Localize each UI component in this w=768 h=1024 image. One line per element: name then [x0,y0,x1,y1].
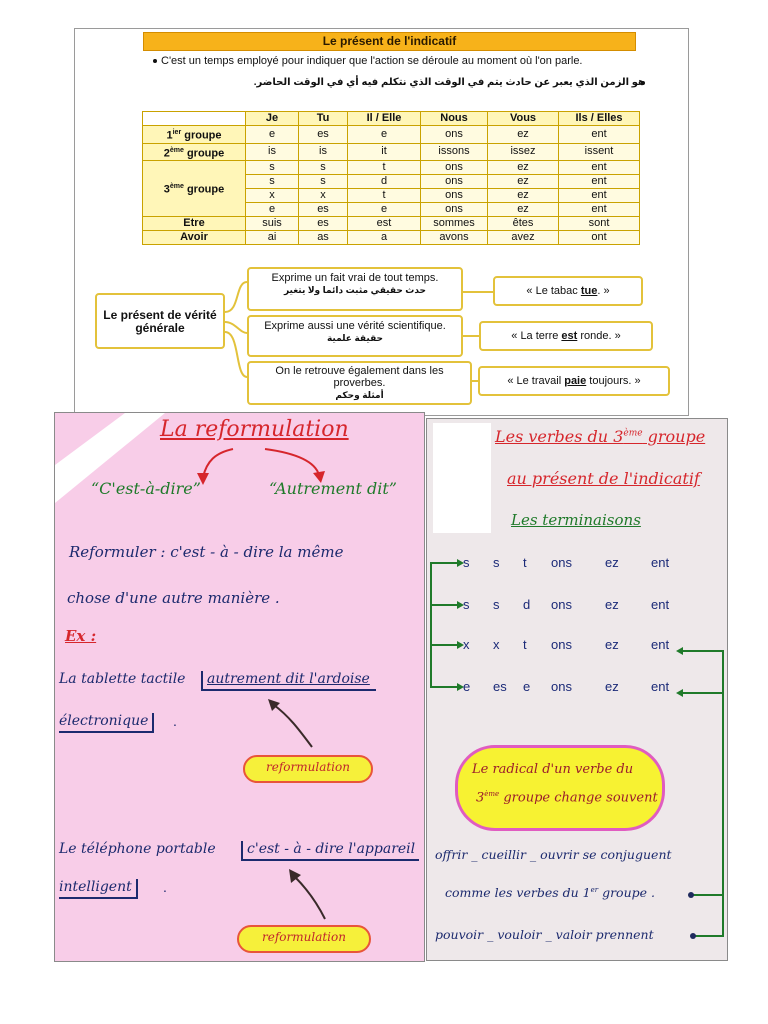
sentence-2-subject: Le téléphone portable [59,841,216,857]
sentence-2-reformulation: c'est - à - dire l'appareil [241,841,419,861]
table-cell: ont [559,231,640,245]
table-cell: is [246,143,299,161]
table-cell: est [348,217,421,231]
title-line-2: au présent de l'indicatif [507,469,700,488]
table-cell: avez [488,231,559,245]
table-cell: s [299,161,348,175]
definition-arabic: هو الزمن الذي يعبر عن حادث يتم في الوقت الذي نتكلم فيه أي في الوقت الحاضر. [253,77,645,88]
note-line-1: offrir _ cueillir _ ouvrir se conjuguent [435,847,672,862]
diagram-center: Le présent de vérité générale [95,293,225,349]
table-cell: s [299,175,348,189]
table-cell: ez [488,161,559,175]
definition-line-1: Reformuler : c'est - à - dire la même [69,543,344,561]
table-header: Ils / Elles [559,112,640,126]
table-cell: suis [246,217,299,231]
group-label: 2ème groupe [143,143,246,161]
section-title: La reformulation [160,417,349,442]
arrow-up-1 [260,695,320,751]
sentence-2-end: intelligent [59,879,138,899]
table-header: Vous [488,112,559,126]
table-cell: êtes [488,217,559,231]
table-cell: ons [421,126,488,144]
table-cell: e [246,203,299,217]
quote-cest-a-dire: “C'est-à-dire” [91,479,201,498]
reformulation-bubble-1: reformulation [243,755,373,783]
table-cell: ons [421,161,488,175]
period: . [163,879,167,895]
definition-line-2: chose d'une autre manière . [67,589,280,607]
example-label: Ex : [65,627,97,645]
table-cell: e [348,203,421,217]
table-cell: ent [559,126,640,144]
table-cell: sommes [421,217,488,231]
table-cell: issons [421,143,488,161]
reformulation-panel [54,412,425,962]
table-cell: a [348,231,421,245]
indicatif-summary-panel [74,28,689,416]
group-label: Avoir [143,231,246,245]
table-cell: ons [421,203,488,217]
table-cell: is [299,143,348,161]
table-cell: sont [559,217,640,231]
table-cell: e [246,126,299,144]
table-cell: ez [488,175,559,189]
group-label: 3ème groupe [143,161,246,217]
table-cell: ons [421,189,488,203]
period: . [173,713,177,729]
table-cell: as [299,231,348,245]
table-cell: ent [559,161,640,175]
table-cell: es [299,217,348,231]
table-header: Il / Elle [348,112,421,126]
table-cell: ent [559,203,640,217]
table-cell: e [348,126,421,144]
table-cell: ez [488,126,559,144]
arrow-up-2 [279,863,339,923]
table-cell: issent [559,143,640,161]
blank-patch [433,423,491,533]
table-cell: avons [421,231,488,245]
group-label: $1^{ier}$ groupe [143,126,246,144]
sentence-1-reformulation: autrement dit l'ardoise [201,671,376,691]
bracket-arrows-right [675,639,728,939]
table-cell: issez [488,143,559,161]
table-cell: d [348,175,421,189]
reformulation-bubble-2: reformulation [237,925,371,953]
sentence-1-end: électronique [59,713,154,733]
third-group-panel: Les verbes du 3ème groupe au présent de l'indicatif Les terminaisons s s t ons ez ent s s d ons ez ent x x t ons ez ent e es e ons ez ent Le radical d'un verbe du 3ème groupe change souvent offrir _ cueillir _ ouvrir se conjuguent comme les verbes du 1er groupe . pouvoir _ vouloir _ valoir prennent [426,418,728,961]
sentence-1-subject: La tablette tactile [59,671,186,687]
example-box-3: « Le travail paie toujours. » [478,366,670,396]
table-cell: t [348,189,421,203]
diagram-connectors [75,29,690,417]
diagram-box-1: Exprime un fait vrai de tout temps. حدث حقيقي مثبت دائما ولا يتغير [247,267,463,311]
group-label: Etre [143,217,246,231]
table-cell: ons [421,175,488,189]
table-cell: ez [488,189,559,203]
table-cell: t [348,161,421,175]
bracket-arrows-left [427,549,467,699]
table-cell: ez [488,203,559,217]
table-header: Nous [421,112,488,126]
quote-autrement-dit: “Autrement dit” [269,479,397,498]
note-line-3: pouvoir _ vouloir _ valoir prennent [435,927,654,942]
table-cell: s [246,175,299,189]
note-line-2: comme les verbes du 1er groupe . [445,885,655,900]
table-header: Je [246,112,299,126]
definition-french: C'est un temps employé pour indiquer que l'action se déroule au moment où l'on parle. [161,55,583,67]
table-cell: ent [559,175,640,189]
table-cell: x [246,189,299,203]
page-title: Le présent de l'indicatif [143,32,636,51]
radical-bubble: Le radical d'un verbe du 3ème groupe change souvent [455,745,665,831]
table-cell: es [299,126,348,144]
diagram-box-3: On le retrouve également dans les proverbes. أمثلة وحكم [247,361,472,405]
example-box-2: « La terre est ronde. » [479,321,653,351]
table-cell: x [299,189,348,203]
table-cell: ai [246,231,299,245]
title-line-1: Les verbes du 3ème groupe [495,427,706,446]
diagram-box-2: Exprime aussi une vérité scientifique. حقيقة علمية [247,315,463,357]
table-cell: ent [559,189,640,203]
table-cell: it [348,143,421,161]
table-cell: es [299,203,348,217]
table-header: Tu [299,112,348,126]
example-box-1: « Le tabac tue. » [493,276,643,306]
subtitle: Les terminaisons [511,511,641,529]
table-cell: s [246,161,299,175]
